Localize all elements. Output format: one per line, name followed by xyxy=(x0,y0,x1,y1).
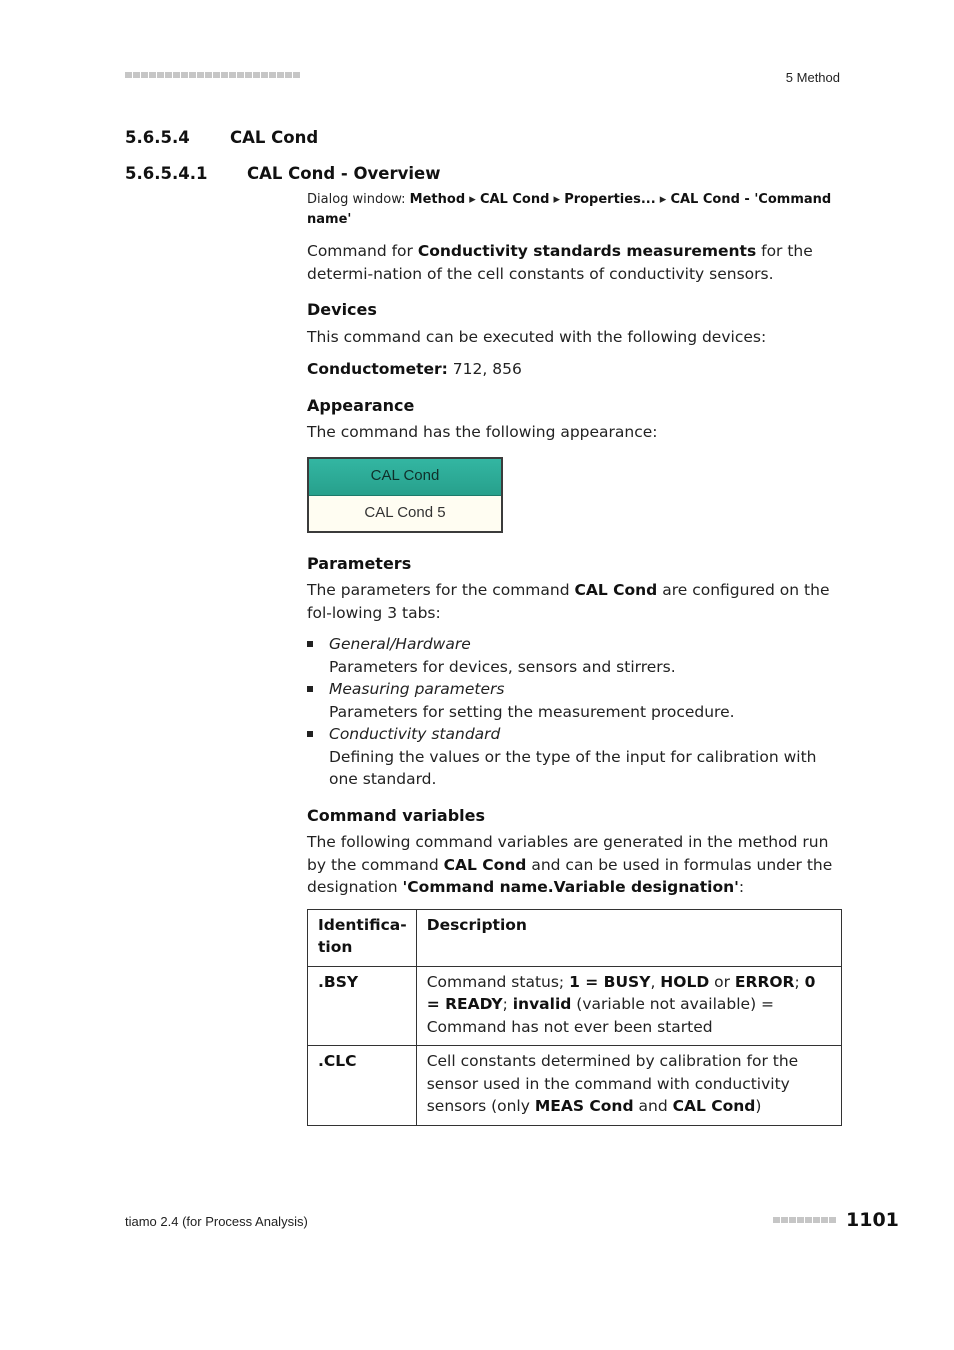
desc-text: and xyxy=(633,1097,673,1115)
command-variables-heading: Command variables xyxy=(307,805,485,825)
variables-text-part: The following command variables are generated in the method run by the command xyxy=(307,833,829,874)
desc-text: ) xyxy=(755,1097,762,1115)
desc-text: Command status; xyxy=(426,972,570,991)
footer-decoration xyxy=(773,1217,839,1225)
appearance-text: The command has the following appearance: xyxy=(307,423,658,441)
tab-description: Defining the values or the type of the input for calibration with one standard. xyxy=(329,747,817,788)
dialog-path-item: Method xyxy=(409,192,466,207)
parameters-heading: Parameters xyxy=(307,553,412,573)
tab-description: Parameters for devices, sensors and stirrers. xyxy=(329,657,676,676)
intro-text: Command for xyxy=(307,242,418,260)
desc-text: , xyxy=(650,972,661,991)
desc-text: (variable not available) = Command has not ever been started xyxy=(426,995,775,1036)
parameters-text-part: are configured on the fol-lowing 3 tabs: xyxy=(307,581,830,622)
footer-product: tiamo 2.4 (for Process Analysis) xyxy=(125,1214,308,1229)
intro-emphasis: Conductivity standards measurements xyxy=(417,242,757,260)
desc-text: ; xyxy=(502,995,513,1013)
dialog-path-item: Properties... xyxy=(564,192,656,207)
dialog-path-item: CAL Cond - 'Command name' xyxy=(307,192,832,227)
intro-text: for the determi-nation of the cell constants of conductivity sensors. xyxy=(307,242,813,283)
command-widget-title: CAL Cond xyxy=(309,459,501,496)
devices-label: Conductometer: xyxy=(307,360,448,378)
desc-emphasis: HOLD xyxy=(660,972,710,991)
subheading-number: 5.6.5.4.1 xyxy=(125,164,208,183)
variables-text-part: and can be used in formulas under the designation xyxy=(307,855,833,896)
bullet-icon xyxy=(307,731,313,737)
column-header-description: Description xyxy=(416,909,841,966)
bullet-icon xyxy=(307,641,313,647)
devices-heading: Devices xyxy=(307,300,377,319)
dialog-path-item: CAL Cond xyxy=(479,192,550,207)
table-header-row xyxy=(308,909,842,966)
desc-emphasis: invalid xyxy=(512,995,572,1013)
devices-line xyxy=(307,358,841,381)
variables-emphasis: CAL Cond xyxy=(443,855,527,874)
parameters-text xyxy=(307,579,841,624)
desc-emphasis: ERROR xyxy=(734,972,795,991)
dialog-path-separator: ▸ xyxy=(465,192,480,207)
variables-text-part: : xyxy=(738,878,745,896)
variable-id: .BSY xyxy=(308,966,417,1046)
content-column xyxy=(307,190,841,1126)
command-variables-text xyxy=(307,831,841,899)
dialog-path-separator: ▸ xyxy=(549,192,565,207)
subheading-title: CAL Cond - Overview xyxy=(247,164,441,183)
devices-value: 712, 856 xyxy=(447,360,522,378)
variable-id: .CLC xyxy=(308,1046,417,1126)
list-item xyxy=(307,678,841,723)
header-decoration xyxy=(125,72,307,80)
appearance-heading: Appearance xyxy=(307,395,415,415)
heading-title: CAL Cond xyxy=(230,128,319,147)
command-widget-name: CAL Cond 5 xyxy=(309,496,501,531)
dialog-path xyxy=(307,190,841,230)
table-row xyxy=(308,966,842,1046)
bullet-icon xyxy=(307,686,313,692)
tab-name: Conductivity standard xyxy=(329,725,501,743)
variable-description xyxy=(416,966,841,1046)
desc-text: or xyxy=(709,972,735,991)
page-number: 1101 xyxy=(846,1209,899,1231)
desc-emphasis: 0 = READY xyxy=(426,972,816,1013)
desc-emphasis: MEAS Cond xyxy=(534,1097,634,1115)
desc-text: Cell constants determined by calibration for the sensor used in the command with conductivity sensors (only xyxy=(426,1052,799,1115)
table-row xyxy=(308,1046,842,1126)
tab-description: Parameters for setting the measurement procedure. xyxy=(329,702,735,721)
command-widget xyxy=(307,457,503,533)
variables-table xyxy=(307,909,842,1126)
desc-emphasis: 1 = BUSY xyxy=(569,972,651,991)
variable-description xyxy=(416,1046,841,1126)
intro-paragraph xyxy=(307,240,841,285)
column-header-identification: Identifica-tion xyxy=(308,909,417,966)
desc-emphasis: CAL Cond xyxy=(672,1097,756,1115)
desc-text: ; xyxy=(794,972,805,991)
list-item xyxy=(307,633,841,678)
tab-name: General/Hardware xyxy=(329,635,471,653)
parameters-emphasis: CAL Cond xyxy=(574,581,658,599)
list-item xyxy=(307,723,841,791)
dialog-path-prefix: Dialog window: xyxy=(307,192,410,207)
parameters-text-part: The parameters for the command xyxy=(307,581,575,599)
tab-name: Measuring parameters xyxy=(329,680,505,698)
devices-text: This command can be executed with the following devices: xyxy=(307,327,767,346)
variables-emphasis: 'Command name.Variable designation' xyxy=(402,878,739,896)
heading-number: 5.6.5.4 xyxy=(125,128,190,147)
dialog-path-separator: ▸ xyxy=(655,192,671,207)
header-chapter: 5 Method xyxy=(785,70,840,85)
tabs-list xyxy=(307,633,841,791)
